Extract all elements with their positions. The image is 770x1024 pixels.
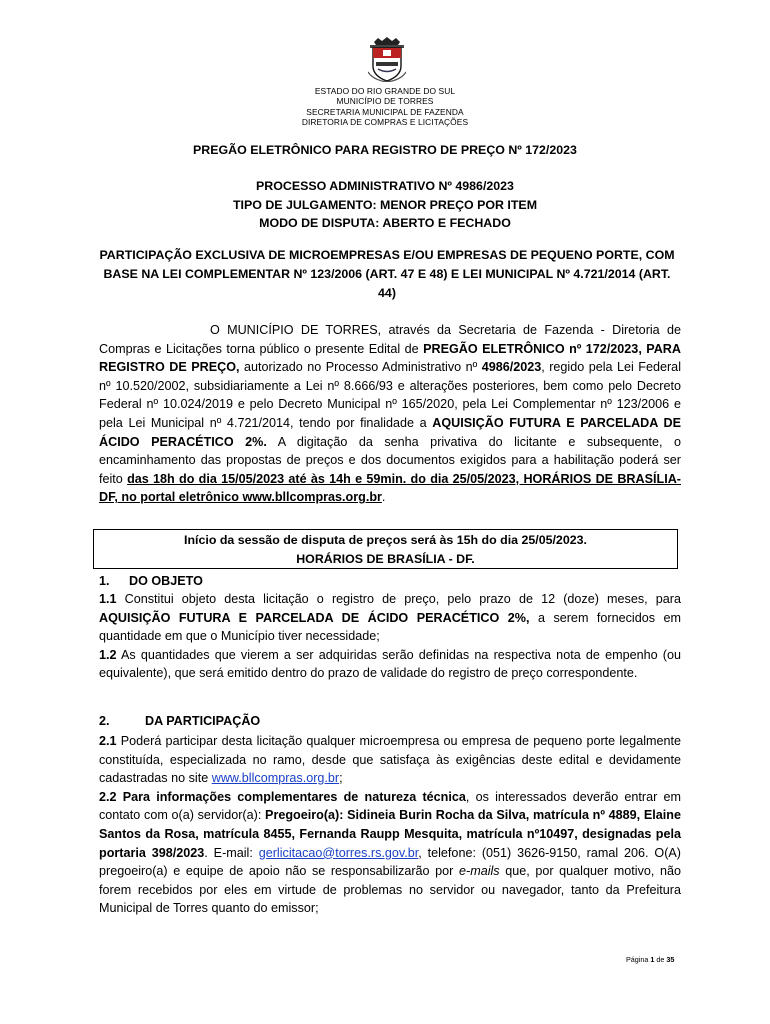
intro-schedule-underlined: das 18h do dia 15/05/2023 até às 14h e 59min. do dia 25/05/2023, HORÁRIOS DE BRASÍLIA-DF, no portal eletrônico www.bllcompras.org.br <box>99 471 681 505</box>
item-2-2-staff: Pregoeiro(a): Sidineia Burin Rocha da Silva, matrícula nº 4889, Elaine Santos da Rosa, matrícula 8455, Fernanda Raupp Mesquita, matrícula nº10497, designadas pela portaria 398/2023 <box>99 808 681 860</box>
item-2-2-number: 2.2 <box>99 789 117 804</box>
letterhead-directorate: DIRETORIA DE COMPRAS E LICITAÇÕES <box>301 116 469 127</box>
section-2-heading <box>99 714 260 728</box>
judgment-type: TIPO DE JULGAMENTO: MENOR PREÇO POR ITEM <box>232 197 538 212</box>
process-info <box>0 177 770 233</box>
letterhead-secretariat: SECRETARIA MUNICIPAL DE FAZENDA <box>306 106 464 117</box>
item-2-1-text: Poderá participar desta licitação qualquer microempresa ou empresa de pequeno porte legalmente constituída, especializada no ramo, desde que satisfaça às exigências deste edital e devidamente cadastradas no site <box>99 734 681 786</box>
bllcompras-link[interactable]: www.bllcompras.org.br <box>211 771 340 786</box>
page-footer <box>626 955 674 964</box>
municipal-crest-icon <box>368 36 406 82</box>
item-1-1-text-c: a serem fornecidos em quantidade em que o Município tiver necessidade; <box>99 610 682 644</box>
intro-bold-2: 4986/2023 <box>481 360 542 375</box>
footer-page-number: 1 <box>650 955 655 964</box>
section-2-number: 2. <box>99 714 110 728</box>
document-title: PREGÃO ELETRÔNICO PARA REGISTRO DE PREÇO Nº 172/2023 <box>193 143 577 157</box>
footer-of-label: de <box>654 955 667 964</box>
letterhead-state: ESTADO DO RIO GRANDE DO SUL <box>314 86 456 96</box>
intro-paragraph <box>99 321 681 507</box>
section-1-number: 1. <box>99 574 110 588</box>
letterhead-municipality: MUNICÍPIO DE TORRES <box>336 96 434 107</box>
item-2-2-text-a: , os interessados deverão entrar em contato com o(a) servidor(a): <box>99 789 681 823</box>
footer-total-pages: 35 <box>666 955 675 964</box>
item-1-2-number: 1.2 <box>99 647 117 662</box>
item-2-1-end: ; <box>339 771 343 786</box>
item-2-2-bold: Para informações complementares de natureza técnica <box>116 789 466 804</box>
email-link[interactable]: gerlicitacao@torres.rs.gov.br <box>258 845 419 860</box>
item-2-1-number: 2.1 <box>99 734 117 748</box>
process-number: PROCESSO ADMINISTRATIVO Nº 4986/2023 <box>256 179 514 193</box>
letterhead <box>0 86 770 127</box>
item-1-1-object: AQUISIÇÃO FUTURA E PARCELADA DE ÁCIDO PERACÉTICO 2%, <box>99 610 530 625</box>
intro-text-3: , regido pela Lei Federal nº 10.520/2002, subsidiariamente a Lei nº 8.666/93 e alterações posteriores, bem como pelo Decreto Federal nº 10.024/2019 e pelo Decreto Municipal nº 165/2020, pela Lei Complementar nº 123/2006 e pela Lei Municipal nº 4.721/2014, tendo por finalidade a <box>99 360 681 430</box>
dispute-mode: MODO DE DISPUTA: ABERTO E FECHADO <box>259 216 511 230</box>
item-2-2-text-e: que, por qualquer motivo, não forem recebidos por eles em virtude de problemas no servidor ou navegador, tanto da Prefeitura Municipal de Torres quanto do emissor; <box>99 864 681 916</box>
section-1-body <box>99 590 681 683</box>
intro-text-1: O MUNICÍPIO DE TORRES, através da Secretaria de Fazenda - Diretoria de Compras e Licitações torna público o presente Edital de <box>99 323 681 356</box>
session-start-line: Início da sessão de disputa de preços será às 15h do dia 25/05/2023. <box>184 533 587 547</box>
intro-text-5: . <box>381 490 386 505</box>
item-2-2-text-d: , telefone: (051) 3626-9150, ramal 206. O(A) pregoeiro(a) e equipe de apoio não se responsabilizarão por <box>99 845 681 879</box>
intro-bold-1: PREGÃO ELETRÔNICO nº 172/2023, PARA REGISTRO DE PREÇO, <box>99 341 681 375</box>
exclusive-participation-notice: PARTICIPAÇÃO EXCLUSIVA DE MICROEMPRESAS E/OU EMPRESAS DE PEQUENO PORTE, COM BASE NA LEI COMPLEMENTAR Nº 123/2006 (ART. 47 E 48) E LEI MUNICIPAL Nº 4.721/2014 (ART. 44) <box>99 248 675 300</box>
item-1-1-text-a: Constitui objeto desta licitação o registro de preço, pelo prazo de 12 (doze) meses, para <box>116 592 681 606</box>
item-1-2-text: As quantidades que vierem a ser adquiridas serão definidas na respectiva nota de empenho (ou equivalente), que será emitido dentro do prazo de validade do registro de preço correspondente. <box>99 647 681 681</box>
item-1-1-number: 1.1 <box>99 592 117 606</box>
item-2-2-emails: e-mails <box>459 864 500 879</box>
section-2-title: DA PARTICIPAÇÃO <box>145 714 261 728</box>
section-1-title: DO OBJETO <box>129 574 203 588</box>
intro-bold-3: AQUISIÇÃO FUTURA E PARCELADA DE ÁCIDO PERACÉTICO 2%. <box>99 415 682 449</box>
intro-text-4: A digitação da senha privativa do licitante e subsequente, o encaminhamento das propostas de preços e dos documentos exigidos para a habilitação poderá ser feito <box>99 434 681 486</box>
session-timezone-line: HORÁRIOS DE BRASÍLIA - DF. <box>296 552 475 566</box>
item-2-2-text-c: . E-mail: <box>204 845 259 860</box>
section-1-heading <box>99 574 203 588</box>
intro-text-2: autorizado no Processo Administrativo nº <box>239 360 482 375</box>
section-2-body <box>99 732 681 918</box>
session-start-box <box>93 529 678 569</box>
footer-page-label: Página <box>626 955 651 964</box>
